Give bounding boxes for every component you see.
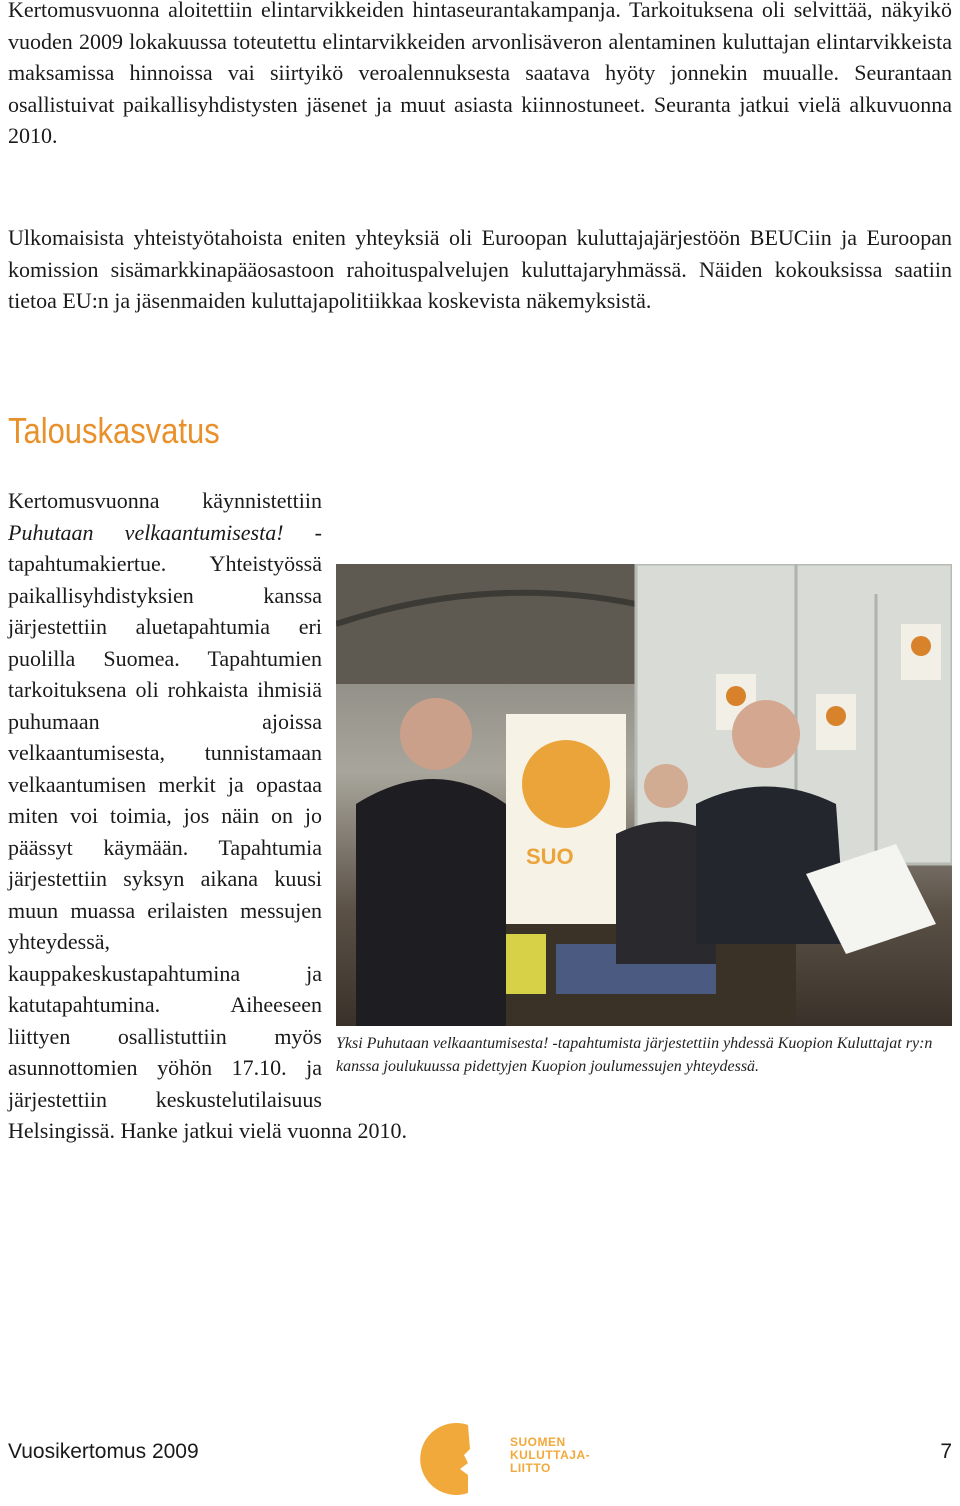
logo-wordmark: SUOMEN KULUTTAJA- LIITTO	[510, 1435, 591, 1475]
page-number: 7	[940, 1440, 952, 1463]
section-heading: Talouskasvatus	[8, 410, 220, 451]
paragraph-international-cooperation: Ulkomaisista yhteistyötahoista eniten yhteyksiä oli Euroopan kuluttajajärjestöön BEUCiin ja Euroopan komission sisämarkkinapääosastoon rahoituspalvelujen kuluttajaryhmässä. Näiden kokouksissa saatiin tietoa EU:n ja jäsenmaiden kuluttajapolitiikkaa koskevista näkemyksistä.	[8, 225, 952, 313]
section-intro-text: Kertomusvuonna käynnistettiin	[8, 488, 322, 513]
event-name-italic: Puhutaan velkaantumisesta!	[8, 519, 284, 545]
banner-logo-text: SUO	[526, 844, 574, 869]
footer-title: Vuosikertomus 2009	[8, 1440, 199, 1463]
paragraph-price-monitoring: Kertomusvuonna aloitettiin elintarvikkeiden hintaseurantakampanja. Tarkoituksena oli selvittää, näkyikö vuoden 2009 lokakuussa toteutettu elintarvikkeiden arvonlisäveron alentaminen kuluttajan elintarvikkeista maksamissa hinnoissa vai siirtyikö veroalennuksesta saatava hyöty jonnekin muualle. Seurantaan osallistuivat paikallisyhdistysten jäsenet ja muut asiasta kiinnostuneet. Seuranta jatkui vielä alkuvuonna 2010.	[8, 0, 952, 148]
event-photo-figure	[336, 564, 952, 1109]
event-photo-illustration	[336, 564, 952, 1026]
section-body-text: -tapahtumakiertue. Yhteistyössä paikallisyhdistyksien kanssa järjestettiin aluetapahtumia eri puolilla Suomea. Tapahtumien tarkoituksena oli rohkaista ihmisiä puhumaan ajoissa velkaantumisesta, tunnistamaan velkaantumisen merkit ja opastaa miten voi toimia, jos näin on jo päässyt käymään. Tapahtumia järjestettiin syksyn aikana kuusi muun muassa erilaisten messujen yhteydessä, kauppakeskustapahtumina ja katutapahtumina. Aiheeseen liittyen osallistuttiin myös asunnottomien yöhön 17.10. ja järjestettiin keskustelutilaisuus Helsingissä. Hanke jatkui vielä vuonna 2010.	[8, 519, 407, 1143]
section-body	[8, 485, 952, 1147]
figure-caption: Yksi Puhutaan velkaantumisesta! -tapahtumista järjestettiin yhdessä Kuopion Kuluttajat ry:n kanssa joulukuussa pidettyjen Kuopion joulumessujen yhteydessä.	[336, 1035, 933, 1075]
event-photo	[336, 564, 952, 1026]
